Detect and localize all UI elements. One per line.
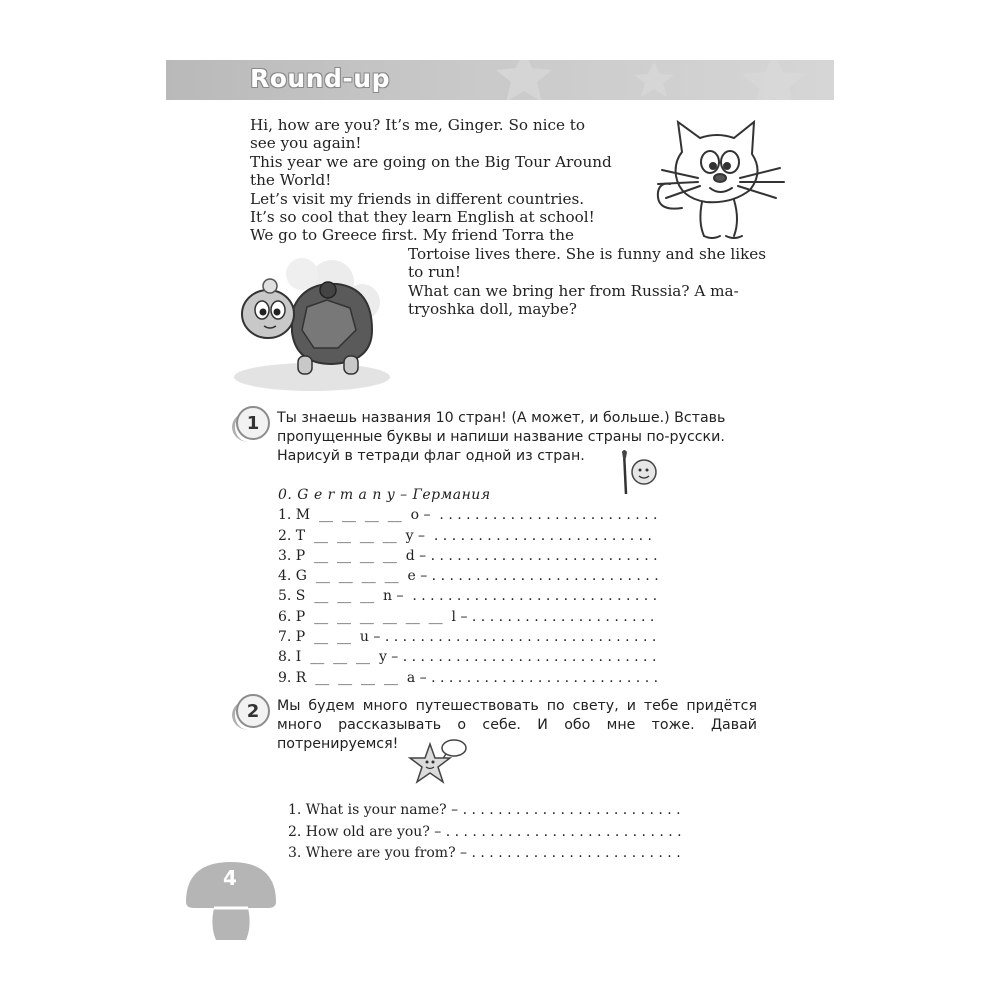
list-example: 0. G e r m a n y – Германия	[278, 487, 491, 503]
exercise-1-badge	[236, 406, 270, 440]
list-item[interactable]: 9. R __ __ __ __ a – . . . . . . . . . . . . . . . . . . . . . . . . . .	[278, 669, 659, 686]
list-item[interactable]: 1. M __ __ __ __ o – . . . . . . . . . . . . . . . . . . . . . . . . .	[278, 507, 658, 524]
list-item[interactable]: 4. G __ __ __ __ e – . . . . . . . . . . . . . . . . . . . . . . . . . .	[278, 568, 659, 585]
intro-line: It’s so cool that they learn English at school!	[250, 208, 595, 227]
instruction-line: Нарисуй в тетради флаг одной из стран.	[277, 448, 585, 464]
intro-line: Hi, how are you? It’s me, Ginger. So nice to	[250, 116, 586, 134]
exercise-2-badge	[236, 694, 270, 728]
list-item[interactable]: 5. S __ __ __ n – . . . . . . . . . . . . . . . . . . . . . . . . . . . .	[278, 588, 658, 605]
instruction-line: Ты знаешь названия 10 стран! (А может, и больше.) Вставь	[277, 410, 726, 426]
intro-text-continued	[408, 245, 788, 319]
list-item[interactable]: 7. P __ __ u – . . . . . . . . . . . . . . . . . . . . . . . . . . . . . . .	[278, 629, 657, 646]
page-number: 4	[223, 866, 237, 890]
intro-line: to run!	[408, 263, 462, 282]
instruction-line: пропущенные буквы и напиши название страны по-русски.	[277, 429, 725, 445]
intro-line: This year we are going on the Big Tour Around	[250, 152, 612, 171]
intro-line: the World!	[250, 171, 332, 190]
intro-line: We go to Greece first. My friend Torra the	[250, 226, 574, 245]
country-list	[278, 485, 659, 688]
starfish-icon	[408, 738, 470, 794]
list-item[interactable]: 2. T __ __ __ __ y – . . . . . . . . . . . . . . . . . . . . . . . . .	[278, 527, 652, 544]
intro-line: What can we bring her from Russia? A ma-	[408, 281, 739, 300]
list-item[interactable]: 8. I __ __ __ y – . . . . . . . . . . . . . . . . . . . . . . . . . . . . .	[278, 649, 657, 666]
turtle-illustration	[232, 252, 392, 392]
intro-line: Tortoise lives there. She is funny and she likes	[408, 245, 767, 263]
exercise-number: 1	[246, 412, 260, 434]
question-item[interactable]: 2. How old are you? – . . . . . . . . . . . . . . . . . . . . . . . . . . .	[288, 823, 682, 840]
question-item[interactable]: 3. Where are you from? – . . . . . . . . . . . . . . . . . . . . . . . .	[288, 845, 681, 861]
intro-line: Let’s visit my friends in different countries.	[250, 189, 585, 208]
cat-illustration	[642, 112, 792, 242]
exercise-2-instructions: Мы будем много путешествовать по свету, и тебе придётся много рассказывать о себе. И обо мне тоже. Давай потренируемся!	[277, 698, 757, 752]
question-item[interactable]: 1. What is your name? – . . . . . . . . . . . . . . . . . . . . . . . . .	[288, 802, 681, 818]
exercise-number: 2	[246, 700, 260, 722]
intro-text	[250, 116, 612, 245]
list-item[interactable]: 6. P __ __ __ __ __ __ l – . . . . . . . . . . . . . . . . . . . . .	[278, 608, 655, 625]
page-title: Round-up	[250, 64, 390, 93]
question-list	[288, 800, 682, 865]
stars-decoration	[414, 60, 834, 100]
intro-line: see you again!	[250, 134, 362, 153]
intro-line: tryoshka doll, maybe?	[408, 300, 577, 319]
list-item[interactable]: 3. P __ __ __ __ d – . . . . . . . . . . . . . . . . . . . . . . . . . .	[278, 547, 658, 564]
exercise-1-instructions	[277, 409, 777, 466]
